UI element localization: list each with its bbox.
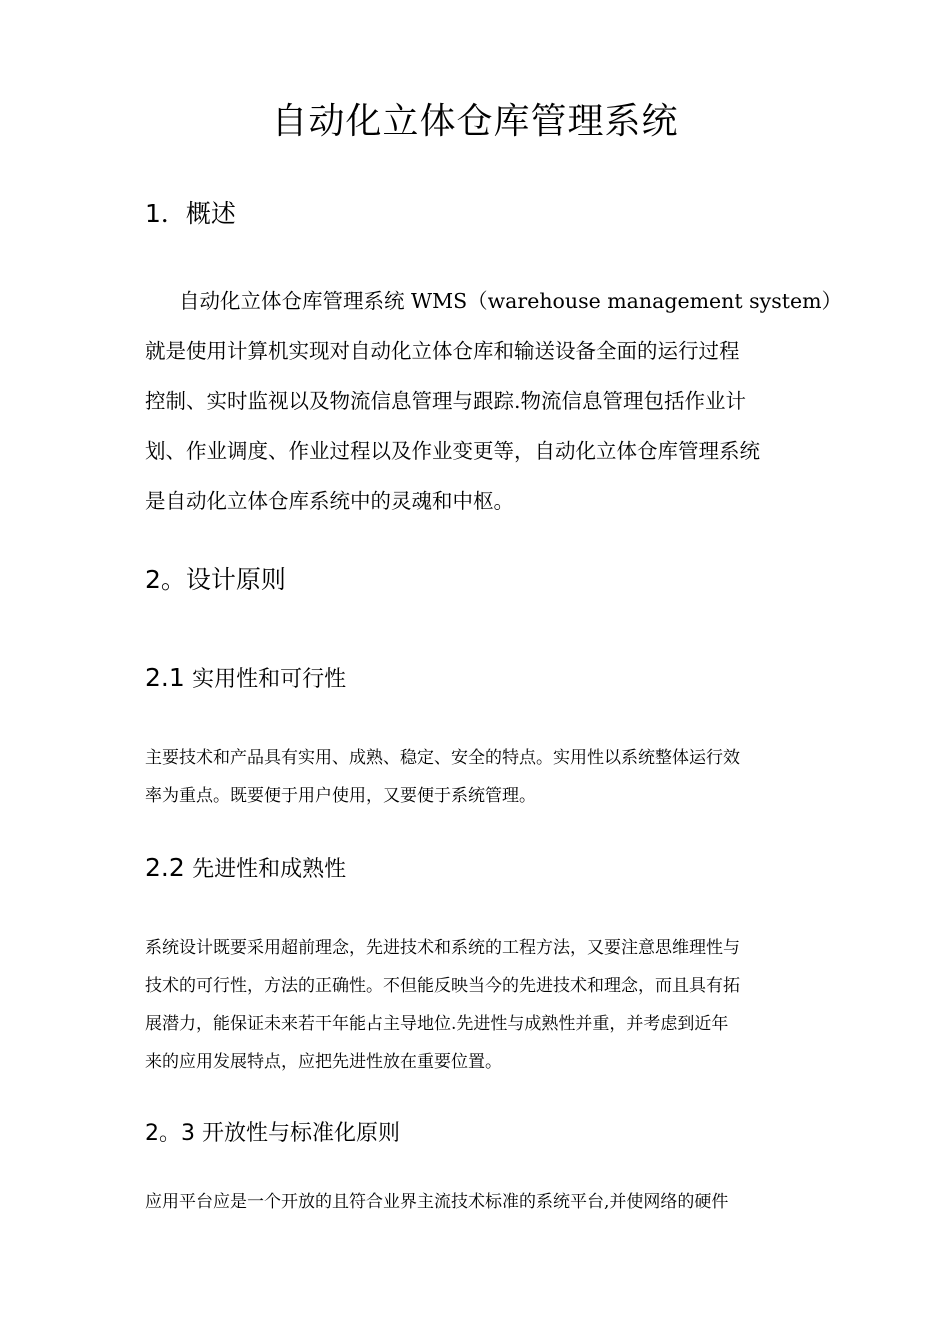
openness-paragraph [145,1183,817,1221]
section-heading-design-principles: 2。设计原则 [145,565,286,594]
subsection-number: 2.2 [145,853,185,882]
section-heading-overview: 1．概述 [145,199,236,228]
paragraph-line: 控制、实时监视以及物流信息管理与跟踪.物流信息管理包括作业计 [145,389,747,413]
paragraph-line: 来的应用发展特点，应把先进性放在重要位置。 [145,1052,502,1072]
paragraph-line: 技术的可行性，方法的正确性。不但能反映当今的先进技术和理念，而且具有拓 [145,976,740,996]
paragraph-line: 应用平台应是一个开放的且符合业界主流技术标准的系统平台,并使网络的硬件 [145,1192,729,1212]
paragraph-line: 是自动化立体仓库系统中的灵魂和中枢。 [145,489,514,513]
paragraph-line: 主要技术和产品具有实用、成熟、稳定、安全的特点。实用性以系统整体运行效 [145,748,740,768]
paragraph-line: 率为重点。既要便于用户使用，又要便于系统管理。 [145,786,536,806]
subsection-number: 2.1 [145,663,185,692]
paragraph-line: 就是使用计算机实现对自动化立体仓库和输送设备全面的运行过程 [145,339,740,363]
paragraph-line: 自动化立体仓库管理系统 WMS（warehouse management system） [179,289,843,313]
subsection-heading-openness: 2。3 开放性与标准化原则 [145,1121,400,1146]
subsection-heading-practicality [145,660,346,698]
document-title: 自动化立体仓库管理系统 [271,101,679,142]
practicality-paragraph [145,739,817,815]
paragraph-line: 系统设计既要采用超前理念，先进技术和系统的工程方法，又要注意思维理性与 [145,938,740,958]
subsection-title: 实用性和可行性 [192,667,347,692]
advancement-paragraph [145,929,817,1081]
paragraph-line: 展潜力，能保证未来若干年能占主导地位.先进性与成熟性并重，并考虑到近年 [145,1014,729,1034]
paragraph-line: 划、作业调度、作业过程以及作业变更等，自动化立体仓库管理系统 [145,439,760,463]
overview-paragraph [145,276,843,526]
subsection-title: 先进性和成熟性 [192,857,347,882]
subsection-heading-advancement [145,850,346,888]
